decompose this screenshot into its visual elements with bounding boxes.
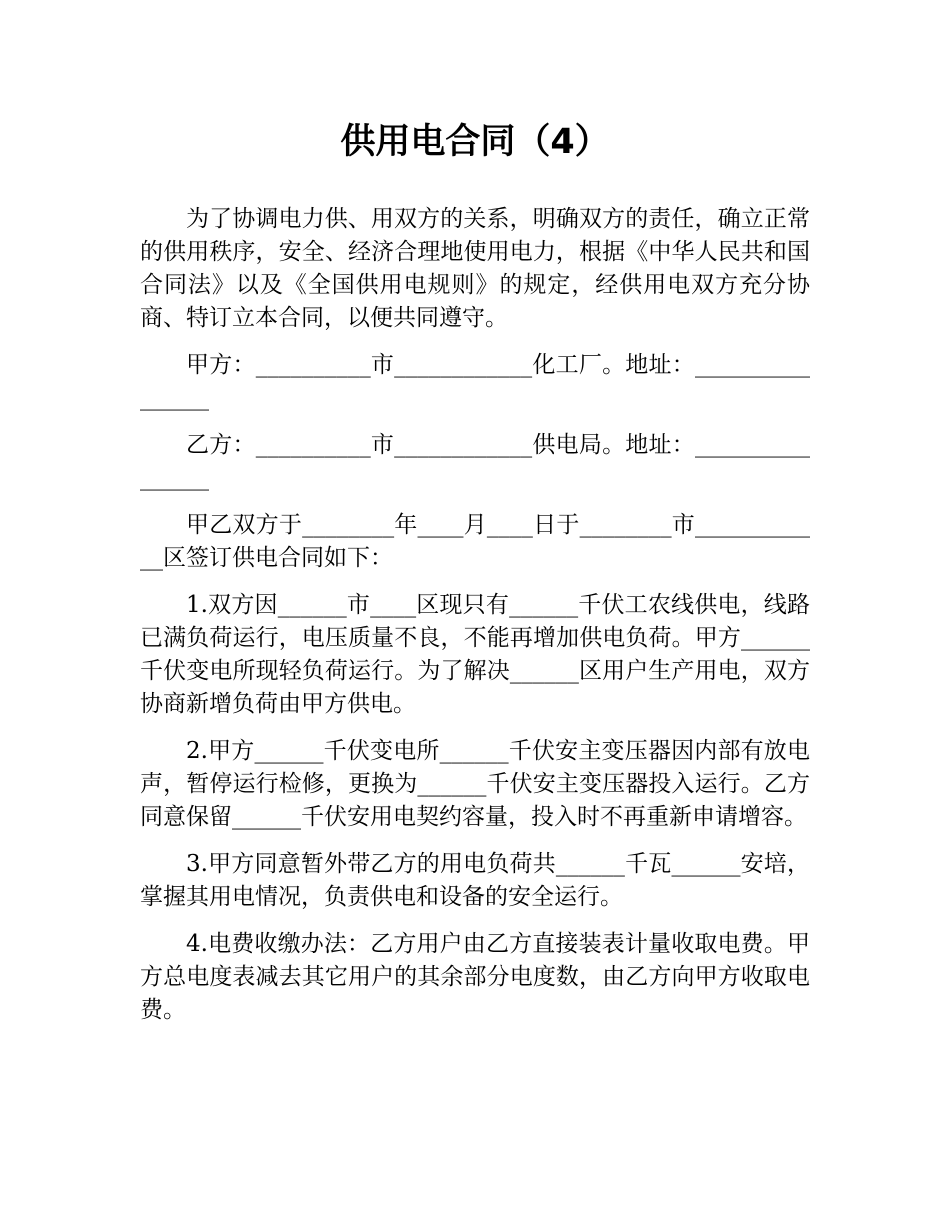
paragraph-clause-1: 1.双方因______市____区现只有______千伏工农线供电，线路已满负荷运行，电压质量不良，不能再增加供电负荷。甲方______千伏变电所现轻负荷运行。为了解决______区用户生产用电，双方协商新增负荷由甲方供电。 — [140, 592, 810, 717]
paragraph-clause-4: 4.电费收缴办法：乙方用户由乙方直接装表计量收取电费。甲方总电度表减去其它用户的其余部分电度数，由乙方向甲方收取电费。 — [140, 931, 810, 1023]
paragraph-clause-3: 3.甲方同意暂外带乙方的用电负荷共______千瓦______安培，掌握其用电情况，负责供电和设备的安全运行。 — [140, 851, 810, 910]
paragraph-signing: 甲乙双方于________年____月____日于________市____________区签订供电合同如下： — [140, 512, 810, 571]
document-body — [140, 203, 810, 1041]
paragraph-party-a: 甲方：__________市____________化工厂。地址：________________ — [140, 352, 810, 411]
document-title: 供用电合同（4） — [340, 122, 610, 162]
paragraph-clause-2: 2.甲方______千伏变电所______千伏安主变压器因内部有放电声，暂停运行检修，更换为______千伏安主变压器投入运行。乙方同意保留______千伏安用电契约容量，投入时不再重新申请增容。 — [140, 738, 810, 830]
paragraph-preamble: 为了协调电力供、用双方的关系，明确双方的责任，确立正常的供用秩序，安全、经济合理地使用电力，根据《中华人民共和国合同法》以及《全国供用电规则》的规定，经供用电双方充分协商、特订立本合同，以便共同遵守。 — [140, 206, 810, 331]
paragraph-party-b: 乙方：__________市____________供电局。地址：________________ — [140, 432, 810, 491]
